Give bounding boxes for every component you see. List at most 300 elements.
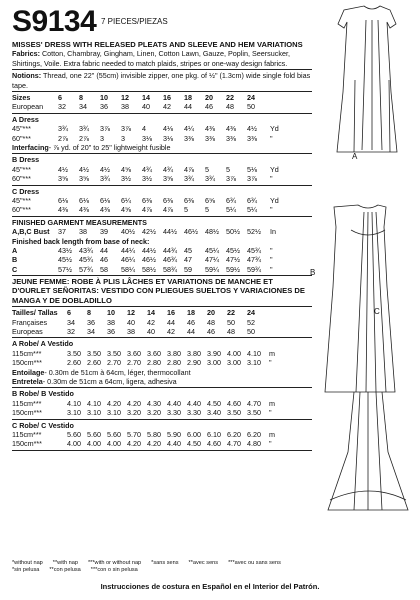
cell: 6⅛ [79,195,89,205]
cell: 4.40 [167,398,181,408]
footnote-row-2 [12,567,312,574]
interfacing-text: - ⅞ yd. of 20" to 25" lightweight fusible [48,142,171,152]
cell: 3⅜ [205,133,215,143]
footnote: **with nap [52,560,78,566]
cell: 45¼ [205,245,219,255]
cell: 4.10 [67,398,81,408]
european-sizes-row [12,102,312,111]
cell: 4.00 [87,439,101,449]
cell: 3⅞ [226,174,236,184]
table-row [12,134,312,143]
cell: 10 [107,308,115,318]
section-heading [12,187,312,196]
divider [12,419,312,420]
cell: 46¾ [163,255,177,265]
cell: 4.00 [107,439,121,449]
tailles-row [12,308,312,317]
pieces-count: 7 PIECES/PIEZAS [101,17,168,26]
cell: 3.80 [187,348,201,358]
cell: 3.60 [147,348,161,358]
cell: 6.20 [247,429,261,439]
cell: 47½ [226,255,240,265]
cell: 2.70 [127,358,141,368]
divider [12,91,312,92]
cell: 58¾ [163,264,177,274]
divider [12,337,312,338]
figure-label-b: B [310,268,316,277]
cell: 3¾ [100,174,110,184]
footnote: ***avec ou sans sens [228,560,281,566]
cell: 4½ [247,124,257,134]
cell: 4.10 [87,398,101,408]
row-label: 115cm*** [12,429,42,439]
dress-b-illustration [325,205,395,392]
finished-measurements-heading [12,218,312,227]
cell: 5.60 [87,429,101,439]
cell: 3⅝ [163,174,173,184]
cell: 58¼ [121,264,135,274]
cell: 16 [163,93,171,103]
cell: 14 [142,93,150,103]
cell: 6.00 [187,429,201,439]
footnote: ***with or without nap [88,560,142,566]
unit: " [270,264,273,274]
cell: 20 [205,93,213,103]
cell: 6 [58,93,62,103]
cell: 4⅝ [121,164,131,174]
b-dress-rows [12,165,312,184]
cell: 52½ [247,227,261,237]
cell: 34 [79,102,87,112]
cell: 48 [227,327,235,337]
cell: 47¼ [205,255,219,265]
cell: 40 [127,317,135,327]
cell: 38 [107,317,115,327]
bust-row [12,227,312,236]
cell: 4.50 [207,398,221,408]
cell: 18 [184,93,192,103]
cell: 4.20 [127,439,141,449]
cell: 3⅞ [121,124,131,134]
cell: 4⅜ [58,205,68,215]
cell: 3⅝ [58,174,68,184]
footnote: ***con o sin pelusa [90,567,138,573]
table-row [12,358,312,367]
cell: 6 [67,308,71,318]
unit: " [269,358,272,368]
fabrics-paragraph [12,49,312,68]
cell: 5 [205,205,209,215]
cell: 10 [100,93,108,103]
footnote: *sans sens [151,560,179,566]
cell: 3⅛ [163,133,173,143]
cell: 3¾ [205,174,215,184]
row-label: 115cm*** [12,348,42,358]
cell: 46 [187,317,195,327]
cell: 12 [121,93,129,103]
cell: 44½ [163,227,177,237]
tailles-cells [67,308,267,317]
table-row [12,196,312,205]
cell: 3.20 [127,408,141,418]
table-row [12,408,312,417]
cell: 4¾ [163,164,173,174]
cell: 3¾ [79,124,89,134]
cell: 3.80 [167,348,181,358]
cell: 4½ [58,164,68,174]
francaises-row [12,318,312,327]
cell: 6⅜ [184,195,194,205]
unit: m [269,398,275,408]
unit: Yd [270,195,279,205]
cell: 3.50 [67,348,81,358]
table-row [12,399,312,408]
cell: 4.20 [107,398,121,408]
cell: 2.60 [67,358,81,368]
cell: 59½ [226,264,240,274]
bust-cells [58,227,268,236]
cell: 3 [121,133,125,143]
row-label: 150cm*** [12,358,42,368]
cell: 50½ [226,227,240,237]
cell: 18 [187,308,195,318]
cell: 46¼ [121,255,135,265]
table-row [12,430,312,439]
entoilage-label: Entoilage [12,367,45,377]
unit: " [270,174,273,184]
entoilage-text: - 0.30m de 51cm à 64cm, léger, thermocollant [44,367,191,377]
cell: 46 [100,255,108,265]
a-robe-heading: A Robe/ A Vestido [12,339,74,349]
cell: 44¼ [121,245,135,255]
c-robe-rows [12,430,312,449]
cell: 4⅜ [79,205,89,215]
cell: 36 [87,317,95,327]
cell: 42½ [142,227,156,237]
notions-text: Thread, one 22" (55cm) invisible zipper, one pkg. of ½" (1.3cm) wide single fold bias tape. [12,71,311,90]
cell: 50 [227,317,235,327]
cell: 2.80 [147,358,161,368]
europeas-row [12,327,312,336]
european-cells [58,102,268,111]
cell: 43¾ [79,245,93,255]
cell: 47 [184,255,192,265]
unit: " [270,255,273,265]
cell: 44½ [142,245,156,255]
cell: 4.70 [247,398,261,408]
cell: 39 [100,227,108,237]
cell: 22 [227,308,235,318]
illustrations-column [308,0,420,600]
cell: 22 [226,93,234,103]
cell: 57¾ [79,264,93,274]
c-dress-rows [12,196,312,215]
c-robe-heading: C Robe/ C Vestido [12,420,74,430]
cell: 42 [163,102,171,112]
cell: 42 [147,317,155,327]
cell: 58½ [142,264,156,274]
row-label: Françaises [12,317,48,327]
row-label: 45"*** [12,195,31,205]
cell: 8 [87,308,91,318]
english-title: MISSES' DRESS WITH RELEASED PLEATS AND SLEEVE AND HEM VARIATIONS [12,40,303,49]
cell: 44 [187,327,195,337]
cell: 4.30 [147,398,161,408]
entretela-label: Entretela [12,377,43,387]
entretela-text: - 0.30m de 51cm a 64cm, ligera, adhesiva [42,377,177,387]
cell: 6¾ [226,195,236,205]
a-dress-heading: A Dress [12,114,39,124]
cell: 48 [207,317,215,327]
cell: 24 [247,308,255,318]
cell: 2⅞ [79,133,89,143]
cell: 40 [142,102,150,112]
cell: 3½ [142,174,152,184]
cell: 2.90 [187,358,201,368]
cell: 3 [100,133,104,143]
unit: Yd [270,164,279,174]
cell: 5.90 [167,429,181,439]
divider [12,153,312,154]
cell: 6⅛ [58,195,68,205]
cell: 3.10 [247,358,261,368]
cell: 20 [207,308,215,318]
cell: 6⅜ [142,195,152,205]
row-label: A [12,245,18,255]
cell: 4.60 [227,398,241,408]
cell: 3⅜ [247,133,257,143]
cell: 4.40 [187,398,201,408]
unit: " [270,205,273,215]
interfacing-label: Interfacing [12,142,49,152]
table-row [12,165,312,174]
cell: 4.70 [227,439,241,449]
row-label: 115cm*** [12,398,42,408]
divider [12,450,312,451]
back-length-rows [12,246,312,274]
cell: 3.20 [147,408,161,418]
row-label: European [12,102,44,112]
cell: 5⅛ [247,164,257,174]
cell: 3.00 [227,358,241,368]
cell: 4.20 [127,398,141,408]
divider [12,185,312,186]
b-dress-heading: B Dress [12,155,40,165]
cell: 57½ [58,264,72,274]
cell: 40½ [121,227,135,237]
cell: 3¾ [58,124,68,134]
row-label: Europeas [12,327,43,337]
section-heading [12,115,312,124]
pattern-number: S9134 [12,5,97,38]
back-length-label [12,237,312,246]
cell: 4⅝ [121,205,131,215]
notions-paragraph [12,71,312,90]
table-row [12,439,312,448]
row-label: 150cm*** [12,439,42,449]
cell: 32 [67,327,75,337]
cell: 3.40 [207,408,221,418]
cell: 4.00 [67,439,81,449]
cell: 3.50 [87,348,101,358]
cell: 4⅜ [226,124,236,134]
cell: 36 [100,102,108,112]
cell: 59¼ [205,264,219,274]
row-label: A,B,C Bust [12,227,50,237]
cell: 58 [100,264,108,274]
cell: 38 [121,102,129,112]
cell: 12 [127,308,135,318]
sizes-row [12,93,312,102]
cell: 14 [147,308,155,318]
section-heading [12,389,312,398]
table-row [12,349,312,358]
cell: 42 [167,327,175,337]
back-length-text: Finished back length from base of neck: [12,236,150,246]
cell: 6⅜ [163,195,173,205]
cell: 3.30 [167,408,181,418]
divider [12,275,312,276]
cell: 8 [79,93,83,103]
french-spanish-title: JEUNE FEMME: ROBE À PLIS LÂCHES ET VARIATIONS DE MANCHE ET D'OURLET SEÑORITAS: VESTIDO CON PLIEGUES SUELTOS Y VARIACIONES DE MANGA Y DE DOBLADILLO [12,277,305,305]
row-label: C [12,264,18,274]
cell: 4.10 [247,348,261,358]
cell: 4.40 [167,439,181,449]
cell: 50 [247,102,255,112]
cell: 45½ [226,245,240,255]
cell: 38 [79,227,87,237]
notions-label: Notions: [12,71,42,81]
cell: 6⅛ [100,195,110,205]
row-label: 45"*** [12,164,31,174]
row-label: 60"*** [12,205,31,215]
cell: 45¾ [247,245,261,255]
francaises-cells [67,318,267,327]
divider [12,387,312,388]
cell: 46½ [184,227,198,237]
cell: 34 [67,317,75,327]
cell: 4.00 [227,348,241,358]
cell: 4½ [79,164,89,174]
cell: 36 [107,327,115,337]
finished-title: FINISHED GARMENT MEASUREMENTS [12,217,147,227]
figure-label-c: C [374,307,380,316]
divider [12,69,312,70]
divider [12,216,312,217]
cell: 6⅝ [205,195,215,205]
divider [12,306,312,307]
cell: 45¾ [79,255,93,265]
cell: 3.10 [87,408,101,418]
cell: 45½ [58,255,72,265]
cell: 2⅞ [58,133,68,143]
cell: 38 [127,327,135,337]
content-column [12,40,312,452]
row-label: 45"*** [12,124,31,134]
cell: 3⅞ [247,174,257,184]
table-row [12,174,312,183]
section-heading [12,339,312,348]
cell: 59 [184,264,192,274]
table-row [12,205,312,214]
cell: 46½ [142,255,156,265]
cell: 3⅜ [226,133,236,143]
cell: 4.20 [147,439,161,449]
cell: 48½ [205,227,219,237]
cell: 3.30 [187,408,201,418]
cell: 4.60 [207,439,221,449]
footnote: *without nap [12,560,43,566]
table-row [12,124,312,133]
cell: 34 [87,327,95,337]
cell: 3.50 [107,348,121,358]
cell: 5 [226,164,230,174]
footnote: **con pelusa [49,567,81,573]
cell: 43½ [58,245,72,255]
cell: 3½ [121,174,131,184]
entretela-row [12,377,312,386]
europeas-cells [67,327,267,336]
row-label: Tailles/ Tallas [12,308,58,318]
cell: 5.70 [127,429,141,439]
unit: " [270,133,273,143]
b-robe-heading: B Robe/ B Vestido [12,389,74,399]
cell: 4.50 [187,439,201,449]
dress-illustrations [308,0,420,600]
cell: 5¼ [247,205,257,215]
cell: 5 [205,164,209,174]
cell: 59¾ [247,264,261,274]
fabrics-text: Cotton, Chambray, Gingham, Linen, Cotton Lawn, Gauze, Poplin, Seersucker, Shirtings, Voile. Extra fabric needed to match plaids, stripes or one-way design fabrics. [12,49,290,68]
fabrics-label: Fabrics: [12,49,40,59]
a-dress-rows [12,124,312,143]
c-dress-heading: C Dress [12,186,40,196]
cell: 37 [58,227,66,237]
cell: 44 [100,245,108,255]
cell: 4¼ [184,124,194,134]
cell: 5.80 [147,429,161,439]
row-label: B [12,255,18,265]
footnote: **avec sens [188,560,219,566]
cell: 3.00 [207,358,221,368]
cell: 2.60 [87,358,101,368]
cell: 6.10 [207,429,221,439]
row-label: Sizes [12,93,31,103]
cell: 40 [147,327,155,337]
unit: m [269,429,275,439]
row-label: 60"*** [12,133,31,143]
cell: 47¾ [247,255,261,265]
cell: 4⅞ [142,205,152,215]
footnote-row-1 [12,560,312,567]
table-row [12,265,312,274]
cell: 5¼ [226,205,236,215]
row-label: 150cm*** [12,408,42,418]
cell: 3⅛ [142,133,152,143]
cell: 4½ [100,164,110,174]
cell: 46 [207,327,215,337]
sizes-cells [58,93,268,102]
cell: 3⅜ [184,133,194,143]
cell: 6¼ [121,195,131,205]
dress-a-illustration [337,6,397,152]
cell: 3.50 [247,408,261,418]
cell: 5.60 [67,429,81,439]
row-label: 60"*** [12,174,31,184]
interfacing-row [12,143,312,152]
cell: 2.70 [107,358,121,368]
cell: 16 [167,308,175,318]
